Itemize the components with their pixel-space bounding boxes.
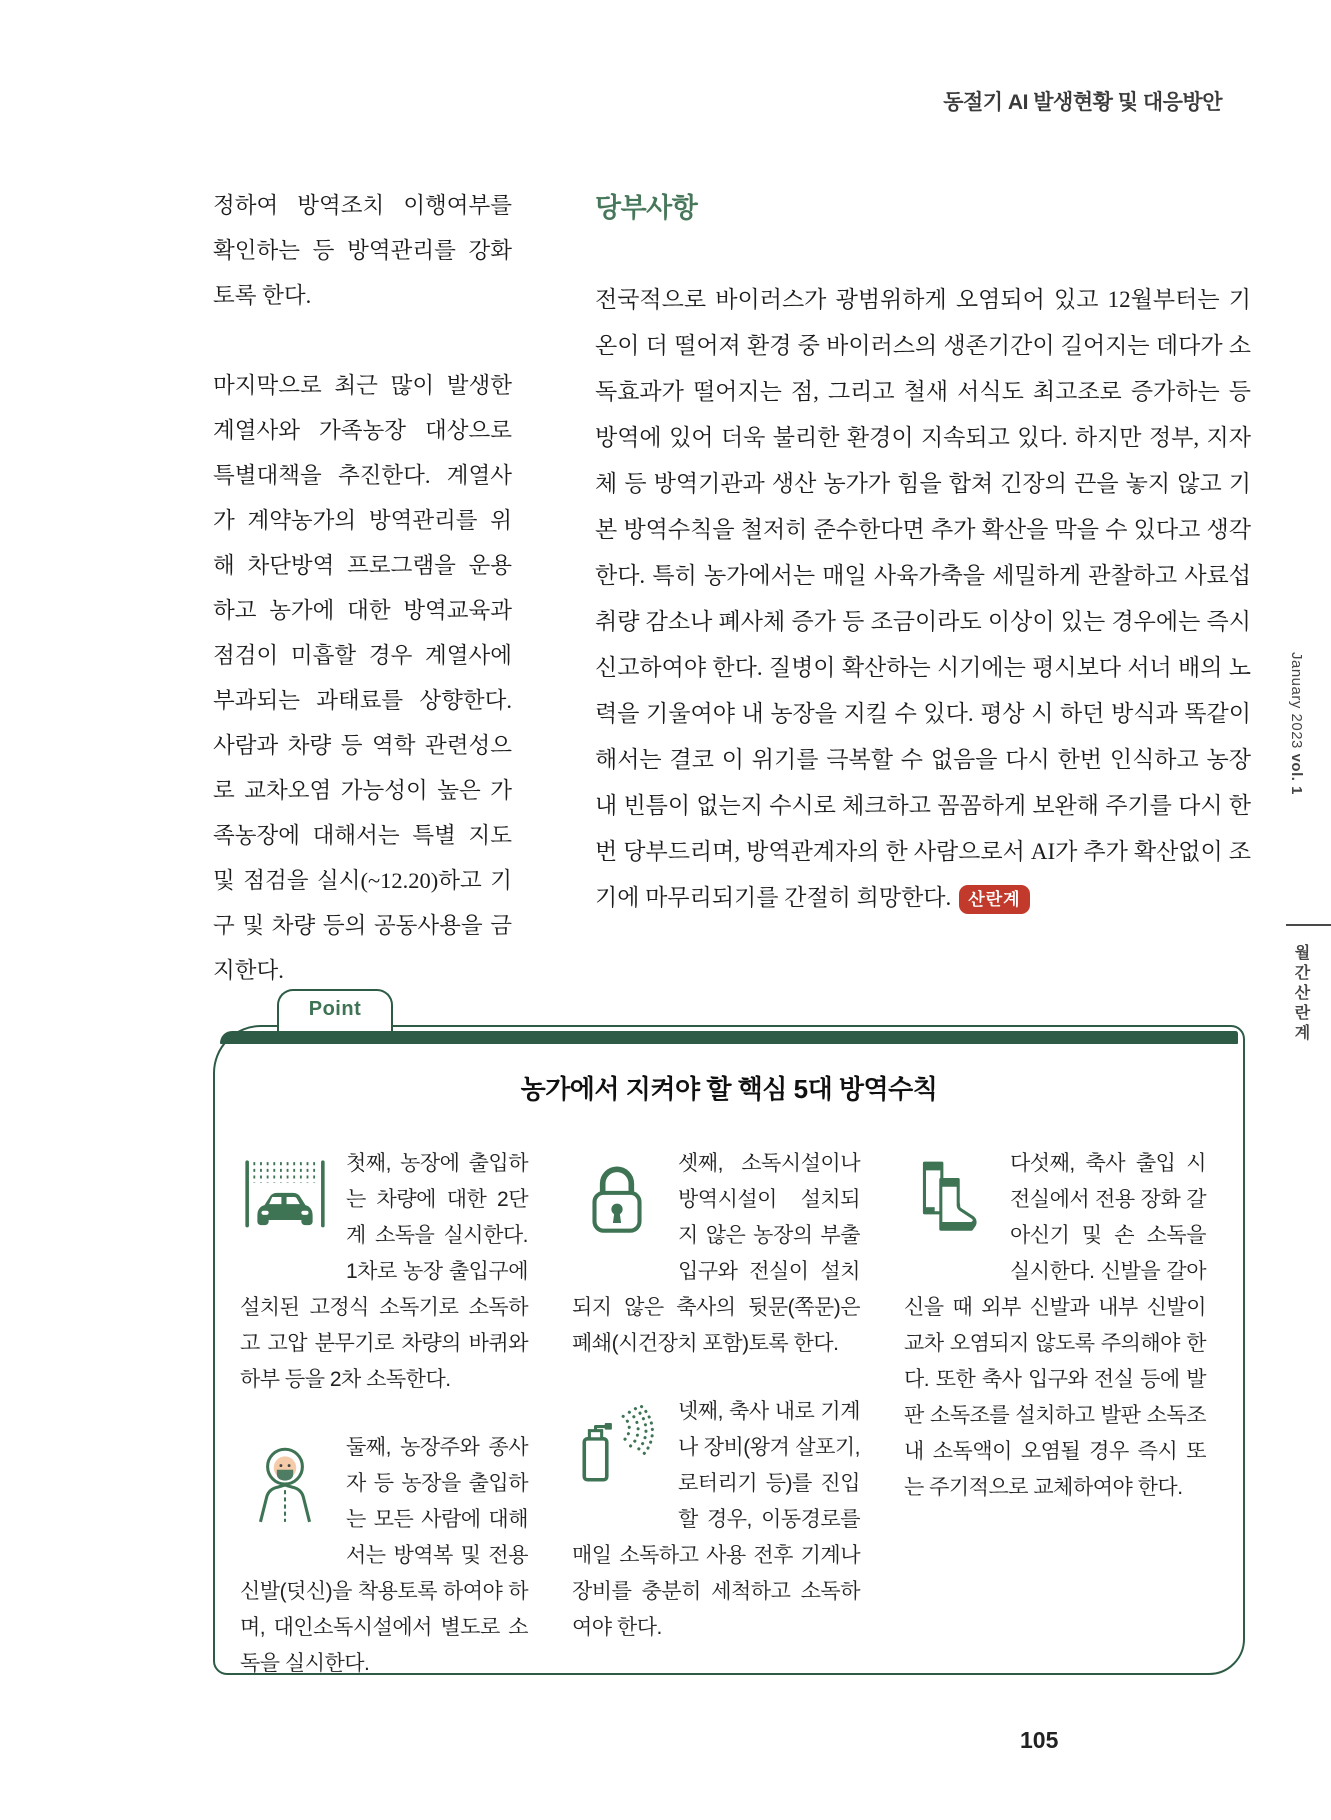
point-item-4 [572, 1394, 860, 1646]
point-item-5-text: 다섯째, 축사 출입 시 전실에서 전용 장화 갈아신기 및 손 소독을 실시한다. 신발을 갈아 신을 때 외부 신발과 내부 신발이 교차 오염되지 않도록 주의해야 한다. 또한 축사 입구와 전실 등에 발판 소독조를 설치하고 발판 소독조 내 소독액이 오염될 경우 즉시 또는 주기적으로 교체하여야 한다. [904, 1152, 1206, 1499]
point-item-4-text: 넷째, 축사 내로 기계나 장비(왕겨 살포기, 로터리기 등)를 진입할 경우, 이동경로를 매일 소독하고 사용 전후 기계나 장비를 충분히 세척하고 소독하여야 한다. [572, 1400, 860, 1639]
padlock-icon [572, 1149, 662, 1251]
right-column [595, 186, 1251, 921]
running-head: 동절기 AI 발생현황 및 대응방안 [943, 91, 1222, 114]
magazine-brand-badge: 산란계 [959, 885, 1029, 914]
point-box-title: 농가에서 지켜야 할 핵심 5대 방역수칙 [520, 1074, 938, 1104]
point-item-3 [572, 1146, 860, 1362]
point-box-top-bar [220, 1031, 1238, 1044]
point-column-3 [904, 1146, 1206, 1682]
spray-can-icon [572, 1397, 662, 1499]
point-item-5 [904, 1146, 1206, 1506]
right-body-paragraph [595, 277, 1251, 921]
point-item-1 [240, 1146, 528, 1398]
left-paragraph-1: 정하여 방역조치 이행여부를 확인하는 등 방역관리를 강화토록 한다. [213, 193, 512, 308]
point-column-1 [240, 1146, 528, 1682]
left-paragraph-2: 마지막으로 최근 많이 발생한 계열사와 가족농장 대상으로 특별대책을 추진한다. 계열사가 계약농가의 방역관리를 위해 차단방역 프로그램을 운용하고 농가에 대한 방역교육과 점검이 미흡할 경우 계열사에 부과되는 과태료를 상향한다. 사람과 차량 등 역학 관련성으로 교차오염 가능성이 높은 가족농장에 대해서는 특별 지도 및 점검을 실시(~12.20)하고 기구 및 차량 등의 공동사용을 금지한다. [213, 373, 512, 983]
edge-issue-date: January 2023 [1288, 652, 1305, 754]
page-number: 105 [1020, 1727, 1059, 1753]
point-tab: Point [277, 989, 393, 1031]
rubber-boots-icon [904, 1149, 994, 1251]
protective-suit-person-icon [240, 1433, 330, 1535]
edge-issue-info [1288, 652, 1305, 795]
point-columns [215, 1106, 1243, 1682]
car-wash-icon [240, 1149, 330, 1251]
right-body-text: 전국적으로 바이러스가 광범위하게 오염되어 있고 12월부터는 기온이 더 떨어져 환경 중 바이러스의 생존기간이 길어지는 데다가 소독효과가 떨어지는 점, 그리고 철새 서식도 최고조로 증가하는 등 방역에 있어 더욱 불리한 환경이 지속되고 있다. 하지만 정부, 지자체 등 방역기관과 생산 농가가 힘을 합쳐 긴장의 끈을 놓지 않고 기본 방역수칙을 철저히 준수한다면 추가 확산을 막을 수 있다고 생각한다. 특히 농가에서는 매일 사육가축을 세밀하게 관찰하고 사료섭취량 감소나 폐사체 증가 등 조금이라도 이상이 있는 경우에는 즉시 신고하여야 한다. 질병이 확산하는 시기에는 평시보다 서너 배의 노력을 기울여야 내 농장을 지킬 수 있다. 평상 시 하던 방식과 똑같이 해서는 결코 이 위기를 극복할 수 없음을 다시 한번 인식하고 농장 내 빈틈이 없는지 수시로 체크하고 꼼꼼하게 보완해 주기를 다시 한번 당부드리며, 방역관계자의 한 사람으로서 AI가 추가 확산없이 조기에 마무리되기를 간절히 희망한다. [595, 287, 1251, 910]
point-column-2 [572, 1146, 860, 1682]
section-heading: 당부사항 [595, 193, 698, 223]
left-column [213, 183, 512, 993]
edge-volume: vol. 1 [1288, 753, 1305, 795]
edge-divider [1286, 924, 1331, 926]
point-item-2-text: 둘째, 농장주와 종사자 등 농장을 출입하는 모든 사람에 대해서는 방역복 및 전용신발(덧신)을 착용토록 하여야 하며, 대인소독시설에서 별도로 소독을 실시한다. [240, 1436, 528, 1675]
point-item-2 [240, 1430, 528, 1682]
point-item-1-text: 첫째, 농장에 출입하는 차량에 대한 2단계 소독을 실시한다. 1차로 농장 출입구에 설치된 고정식 소독기로 소독하고 고압 분무기로 차량의 바퀴와 하부 등을 2차 소독한다. [240, 1152, 528, 1391]
point-item-3-text: 셋째, 소독시설이나 방역시설이 설치되지 않은 농장의 부출입구와 전실이 설치되지 않은 축사의 뒷문(쪽문)은 폐쇄(시건장치 포함)토록 한다. [572, 1152, 860, 1355]
point-box [213, 1025, 1245, 1675]
edge-magazine-name: 월간산란계 [1292, 944, 1309, 1044]
